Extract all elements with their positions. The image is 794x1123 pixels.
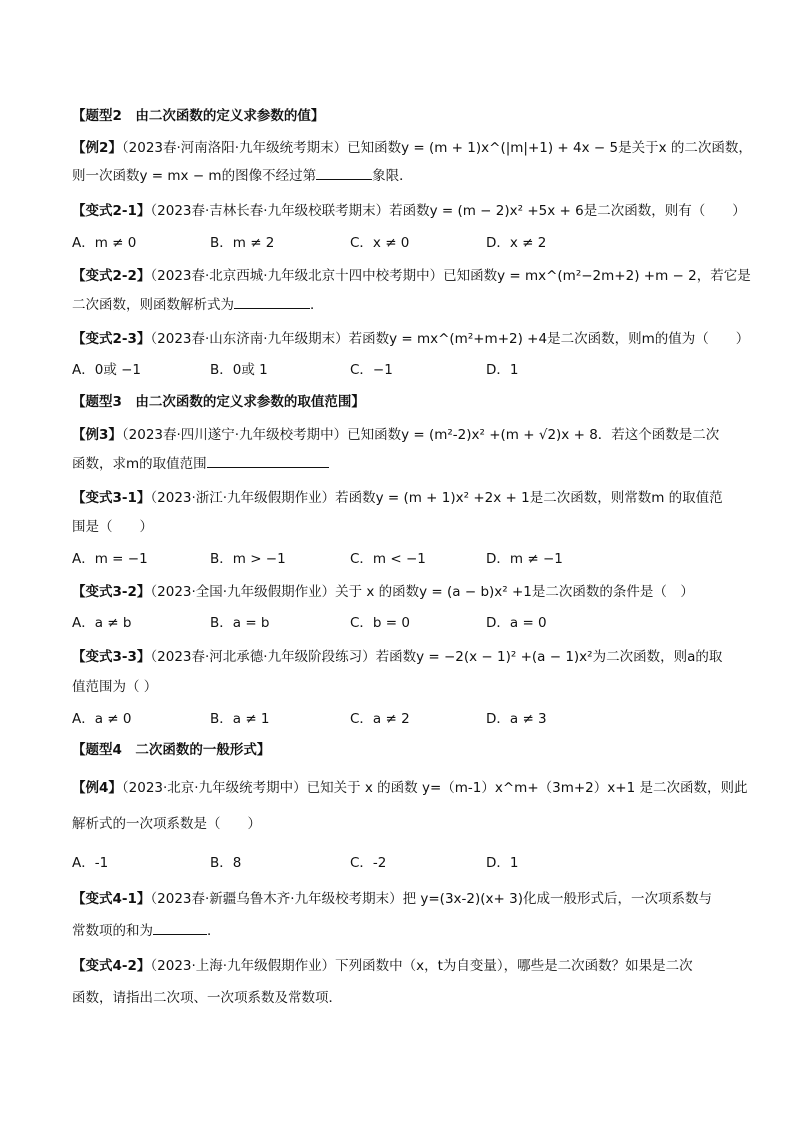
example-2-line-1 <box>72 136 752 156</box>
variant-2-1-question <box>72 199 746 219</box>
answer-blank[interactable] <box>153 922 207 935</box>
example-4-text: （2023·北京·九年级统考期中）已知关于 x 的函数 y=（m-1）x^m+（3m+2）x+1 是二次函数，则此 <box>121 780 748 796</box>
variant-2-2-line-1 <box>72 264 751 284</box>
variant-2-2-line-2 <box>72 293 324 313</box>
variant-2-1-options <box>72 231 672 249</box>
option-d[interactable]: D．m ≠ −1 <box>486 551 563 567</box>
example-3-text-2: 函数，求m的取值范围 <box>72 456 207 472</box>
variant-2-2-text-2-end: ． <box>310 297 324 313</box>
option-b[interactable]: B．8 <box>210 855 242 871</box>
option-d[interactable]: D．1 <box>486 362 519 378</box>
section-heading-2: 【题型2 由二次函数的定义求参数的值】 <box>72 108 325 124</box>
example-3-line-1 <box>72 423 719 443</box>
variant-3-2-options <box>72 611 672 629</box>
variant-2-3-label: 【变式2-3】 <box>72 331 151 347</box>
option-a[interactable]: A．m = −1 <box>72 551 148 567</box>
option-b[interactable]: B．a ≠ 1 <box>210 711 270 727</box>
example-2-text: （2023春·河南洛阳·九年级统考期末）已知函数y = (m + 1)x^(|m|+1) + 4x − 5是关于x 的二次函数， <box>121 140 752 156</box>
example-4-options <box>72 851 672 869</box>
option-a[interactable]: A．0或 −1 <box>72 362 142 378</box>
variant-4-1-line-2 <box>72 919 221 939</box>
section-heading-4: 【题型4 二次函数的一般形式】 <box>72 742 271 758</box>
example-2-label: 【例2】 <box>72 140 122 156</box>
variant-3-1-line-2: 围是（ ） <box>72 519 153 535</box>
variant-2-3-question <box>72 327 749 347</box>
variant-3-3-options <box>72 707 672 725</box>
variant-4-1-line-1 <box>72 887 712 907</box>
option-c[interactable]: C．x ≠ 0 <box>350 235 410 251</box>
option-b[interactable]: B．a = b <box>210 615 270 631</box>
variant-4-1-text-2-end: ． <box>207 923 221 939</box>
variant-3-2-question <box>72 580 694 600</box>
option-d[interactable]: D．a ≠ 3 <box>486 711 547 727</box>
variant-3-1-text: （2023·浙江·九年级假期作业）若函数y = (m + 1)x² +2x + 1是二次函数，则常数m 的取值范 <box>150 490 723 506</box>
example-4-line-1 <box>72 776 747 796</box>
variant-2-2-text-2: 二次函数，则函数解析式为 <box>72 297 234 313</box>
option-a[interactable]: A．m ≠ 0 <box>72 235 137 251</box>
option-d[interactable]: D．1 <box>486 855 519 871</box>
variant-3-1-line-1 <box>72 486 723 506</box>
variant-4-1-text-2: 常数项的和为 <box>72 923 153 939</box>
option-c[interactable]: C．m < −1 <box>350 551 426 567</box>
option-d[interactable]: D．a = 0 <box>486 615 547 631</box>
variant-4-2-line-2: 函数，请指出二次项、一次项系数及常数项． <box>72 990 342 1006</box>
example-4-line-2: 解析式的一次项系数是（ ） <box>72 816 261 832</box>
section-heading-3: 【题型3 由二次函数的定义求参数的取值范围】 <box>72 394 365 410</box>
option-a[interactable]: A．a ≠ b <box>72 615 132 631</box>
option-c[interactable]: C．a ≠ 2 <box>350 711 410 727</box>
variant-3-3-line-1 <box>72 645 722 665</box>
option-c[interactable]: C．b = 0 <box>350 615 410 631</box>
example-2-text-2-end: 象限． <box>372 168 413 184</box>
variant-2-1-label: 【变式2-1】 <box>72 203 151 219</box>
example-3-text: （2023春·四川遂宁·九年级校考期中）已知函数y = (m²-2)x² +(m + √2)x + 8．若这个函数是二次 <box>121 427 720 443</box>
example-3-label: 【例3】 <box>72 427 122 443</box>
variant-4-2-text: （2023·上海·九年级假期作业）下列函数中（x，t为自变量），哪些是二次函数？如果是二次 <box>150 958 693 974</box>
variant-3-3-text: （2023春·河北承德·九年级阶段练习）若函数y = −2(x − 1)² +(a − 1)x²为二次函数，则a的取 <box>150 649 723 665</box>
variant-3-3-label: 【变式3-3】 <box>72 649 151 665</box>
variant-4-2-line-1 <box>72 954 693 974</box>
option-c[interactable]: C．-2 <box>350 855 387 871</box>
answer-blank[interactable] <box>316 167 372 180</box>
option-a[interactable]: A．-1 <box>72 855 109 871</box>
variant-2-2-text: （2023春·北京西城·九年级北京十四中校考期中）已知函数y = mx^(m²−2m+2) +m − 2，若它是 <box>150 268 751 284</box>
variant-3-1-options <box>72 547 672 565</box>
variant-3-2-label: 【变式3-2】 <box>72 584 151 600</box>
example-3-line-2 <box>72 452 329 472</box>
variant-2-3-options <box>72 358 672 376</box>
variant-2-1-text: （2023春·吉林长春·九年级校联考期末）若函数y = (m − 2)x² +5x + 6是二次函数，则有（ ） <box>150 203 746 219</box>
option-c[interactable]: C．−1 <box>350 362 393 378</box>
option-b[interactable]: B．m ≠ 2 <box>210 235 275 251</box>
variant-2-3-text: （2023春·山东济南·九年级期末）若函数y = mx^(m²+m+2) +4是二次函数，则m的值为（ ） <box>150 331 750 347</box>
variant-2-2-label: 【变式2-2】 <box>72 268 151 284</box>
option-b[interactable]: B．0或 1 <box>210 362 268 378</box>
option-b[interactable]: B．m > −1 <box>210 551 286 567</box>
variant-3-3-line-2: 值范围为（ ） <box>72 679 158 695</box>
answer-blank[interactable] <box>207 455 329 468</box>
variant-3-2-text: （2023·全国·九年级假期作业）关于 x 的函数y = (a − b)x² +1是二次函数的条件是（ ） <box>150 584 694 600</box>
answer-blank[interactable] <box>234 296 310 309</box>
option-a[interactable]: A．a ≠ 0 <box>72 711 132 727</box>
example-2-line-2 <box>72 164 413 184</box>
example-4-label: 【例4】 <box>72 780 122 796</box>
variant-4-1-label: 【变式4-1】 <box>72 891 151 907</box>
variant-3-1-label: 【变式3-1】 <box>72 490 151 506</box>
example-2-text-2: 则一次函数y = mx − m的图像不经过第 <box>72 168 317 184</box>
option-d[interactable]: D．x ≠ 2 <box>486 235 547 251</box>
variant-4-1-text: （2023春·新疆乌鲁木齐·九年级校考期末）把 y=(3x-2)(x+ 3)化成一般形式后，一次项系数与 <box>150 891 712 907</box>
variant-4-2-label: 【变式4-2】 <box>72 958 151 974</box>
